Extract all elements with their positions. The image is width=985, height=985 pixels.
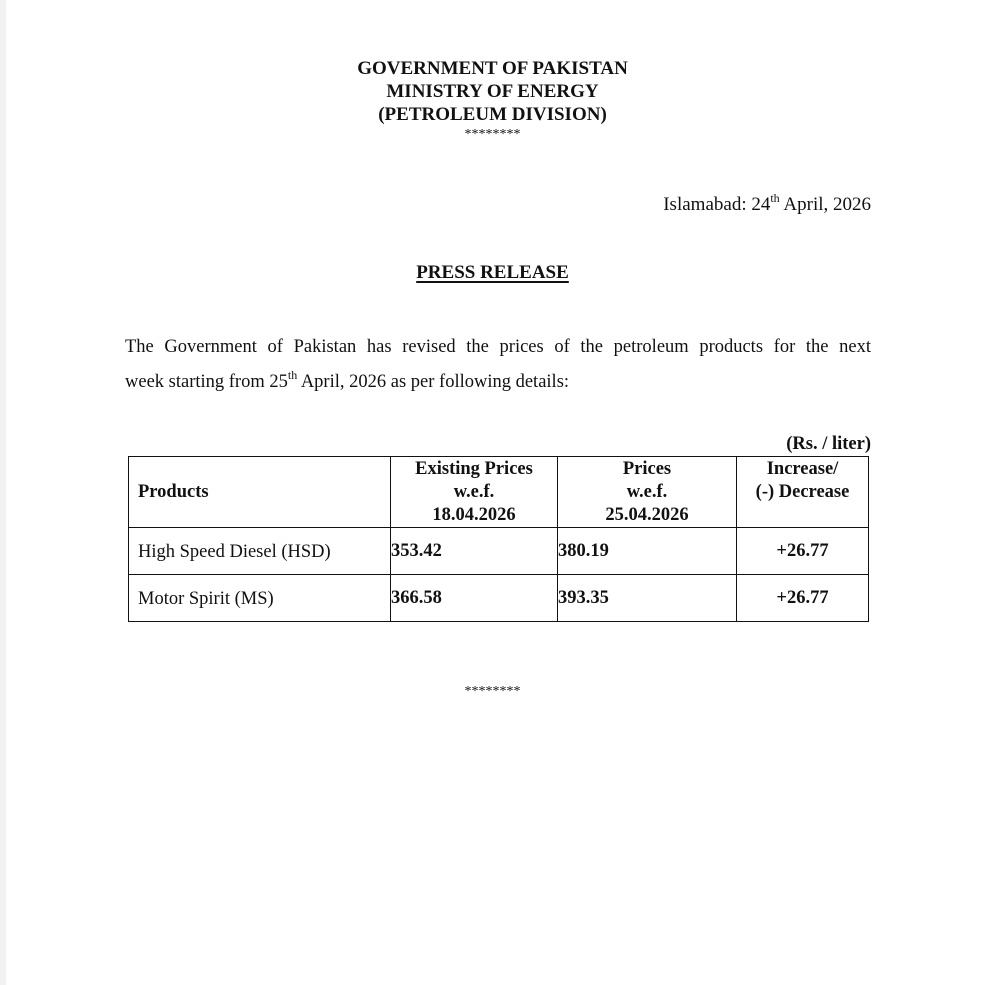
body-line-2-start: week starting from 25 [125, 372, 288, 392]
header-new-date: 25.04.2026 [605, 505, 689, 525]
body-line-2 [125, 365, 871, 400]
table-header-row [129, 457, 869, 528]
table-row [129, 528, 869, 575]
header-new-prices [558, 457, 737, 528]
dateline-place-day: Islamabad: 24 [663, 194, 771, 215]
existing-price: 366.58 [391, 575, 558, 622]
header-products: Products [129, 457, 391, 528]
letterhead-ministry: MINISTRY OF ENERGY [386, 81, 599, 102]
letterhead [0, 57, 985, 143]
new-price: 380.19 [558, 528, 737, 575]
header-new-line1: Prices [622, 459, 672, 479]
left-margin-strip [0, 0, 6, 985]
header-existing-prices [391, 457, 558, 528]
product-name: Motor Spirit (MS) [129, 575, 391, 622]
body-paragraph [125, 330, 871, 400]
header-change [737, 457, 869, 528]
header-change-line1: Increase/ [766, 459, 839, 479]
body-day-suffix: th [287, 368, 298, 382]
dateline-month-year: April, 2026 [779, 194, 871, 215]
header-existing-line1: Existing Prices [415, 459, 533, 479]
price-table [128, 456, 869, 622]
body-line-1: The Government of Pakistan has revised the prices of the petroleum products for the next [125, 337, 871, 357]
letterhead-separator: ******** [464, 127, 521, 142]
letterhead-government: GOVERNMENT OF PAKISTAN [357, 58, 628, 79]
header-existing-line2: w.e.f. [453, 482, 495, 502]
header-change-line2: (-) Decrease [755, 482, 850, 502]
header-existing-date: 18.04.2026 [432, 505, 516, 525]
price-change: +26.77 [737, 575, 869, 622]
dateline-day-suffix: th [770, 191, 780, 205]
product-name: High Speed Diesel (HSD) [129, 528, 391, 575]
letterhead-division: (PETROLEUM DIVISION) [378, 104, 607, 125]
press-release-title-wrap [0, 261, 985, 285]
price-change: +26.77 [737, 528, 869, 575]
table-row [129, 575, 869, 622]
footer-separator: ******** [464, 684, 521, 699]
press-release-title: PRESS RELEASE [416, 262, 569, 283]
body-line-2-end: April, 2026 as per following details: [297, 372, 570, 392]
existing-price: 353.42 [391, 528, 558, 575]
header-new-line2: w.e.f. [626, 482, 668, 502]
new-price: 393.35 [558, 575, 737, 622]
dateline [663, 193, 871, 217]
price-unit-label: (Rs. / liter) [786, 434, 871, 454]
